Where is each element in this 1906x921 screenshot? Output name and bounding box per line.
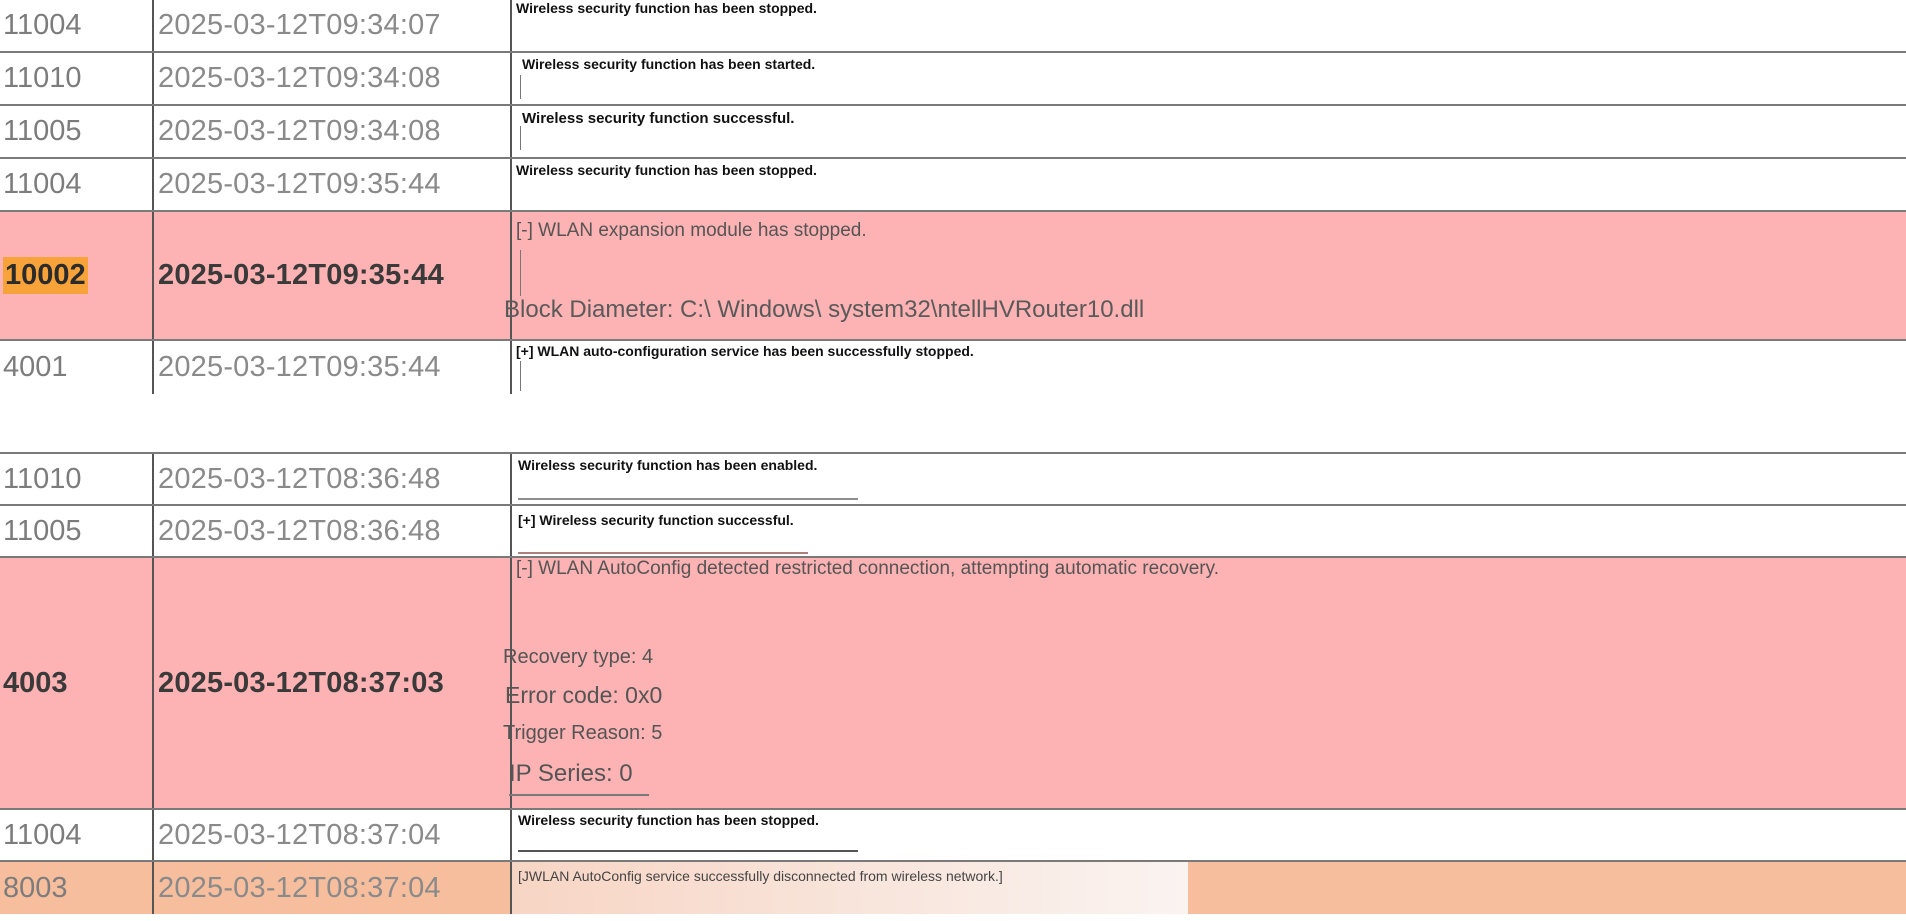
table-row[interactable]: [0, 0, 1906, 53]
event-time: 2025-03-12T08:36:48: [154, 454, 512, 504]
trigger-reason-text: Trigger Reason: 5: [503, 722, 663, 744]
event-message-text: [+] WLAN auto-configuration service has been successfully stopped.: [516, 343, 974, 359]
event-message: [512, 862, 1906, 914]
table-row[interactable]: [0, 53, 1906, 106]
event-id: 11005: [0, 506, 154, 556]
event-id-highlight: 10002: [3, 257, 88, 294]
event-id: 11004: [0, 0, 154, 51]
event-message-text: [+] Wireless security function successful.: [518, 512, 794, 528]
event-message: [512, 810, 1906, 860]
event-message-text: Wireless security function has been stopped.: [518, 812, 819, 828]
event-message: [512, 159, 1906, 210]
event-message: [512, 454, 1906, 504]
event-message-text: Wireless security function has been enabled.: [518, 457, 818, 473]
table-row-highlighted[interactable]: [0, 558, 1906, 810]
event-id: 11010: [0, 53, 154, 104]
table-row-highlighted[interactable]: [0, 212, 1906, 341]
event-message-text: Wireless security function has been stopped.: [516, 0, 817, 16]
event-message: [504, 212, 1906, 339]
event-time: 2025-03-12T08:37:03: [154, 558, 512, 808]
table-row[interactable]: [0, 159, 1906, 212]
event-id: 8003: [0, 862, 154, 914]
divider: [520, 126, 521, 150]
event-table-top: [0, 0, 1906, 394]
divider: [520, 250, 521, 296]
event-id: 11005: [0, 106, 154, 157]
event-detail-text: Block Diameter: C:\ Windows\ system32\ntellHVRouter10.dll: [504, 296, 1145, 323]
event-time: 2025-03-12T09:35:44: [154, 341, 512, 394]
event-time: 2025-03-12T08:36:48: [154, 506, 512, 556]
event-time: 2025-03-12T09:35:44: [154, 212, 512, 339]
event-message: [512, 0, 1906, 51]
event-message-text: Wireless security function has been stopped.: [516, 162, 817, 178]
event-message: [503, 558, 1906, 808]
event-time: 2025-03-12T08:37:04: [154, 810, 512, 860]
event-id: 11004: [0, 159, 154, 210]
table-row[interactable]: [0, 106, 1906, 159]
event-message: [512, 341, 1906, 394]
event-message-text: Wireless security function has been started.: [522, 56, 816, 72]
event-id: [0, 212, 154, 339]
table-row[interactable]: [0, 810, 1906, 862]
event-message: [512, 53, 1906, 104]
event-time: 2025-03-12T09:34:08: [154, 106, 512, 157]
event-table-bottom: [0, 452, 1906, 914]
table-row[interactable]: [0, 506, 1906, 558]
divider: [520, 361, 521, 391]
event-time: 2025-03-12T09:35:44: [154, 159, 512, 210]
event-time: 2025-03-12T08:37:04: [154, 862, 512, 914]
event-id: 4001: [0, 341, 154, 394]
recovery-type-text: Recovery type: 4: [503, 646, 654, 668]
table-row[interactable]: [0, 341, 1906, 394]
divider: [520, 75, 521, 99]
event-id: 11010: [0, 454, 154, 504]
underline: [518, 498, 858, 500]
underline: [518, 850, 858, 852]
error-code-text: Error code: 0x0: [505, 682, 663, 708]
event-id: 11004: [0, 810, 154, 860]
underline: [518, 552, 808, 554]
event-message-text: Wireless security function successful.: [522, 110, 795, 127]
underline: [509, 794, 649, 796]
event-time: 2025-03-12T09:34:07: [154, 0, 512, 51]
table-row[interactable]: [0, 454, 1906, 506]
event-message-text: [-] WLAN expansion module has stopped.: [516, 220, 867, 241]
event-message-text: [-] WLAN AutoConfig detected restricted connection, attempting automatic recovery.: [516, 558, 1219, 579]
table-row-highlighted[interactable]: [0, 862, 1906, 914]
event-message: [512, 506, 1906, 556]
event-id: 4003: [0, 558, 154, 808]
event-message: [512, 106, 1906, 157]
ip-series-text: IP Series: 0: [509, 760, 633, 787]
event-message-text: [JWLAN AutoConfig service successfully disconnected from wireless network.]: [518, 868, 1003, 884]
event-time: 2025-03-12T09:34:08: [154, 53, 512, 104]
